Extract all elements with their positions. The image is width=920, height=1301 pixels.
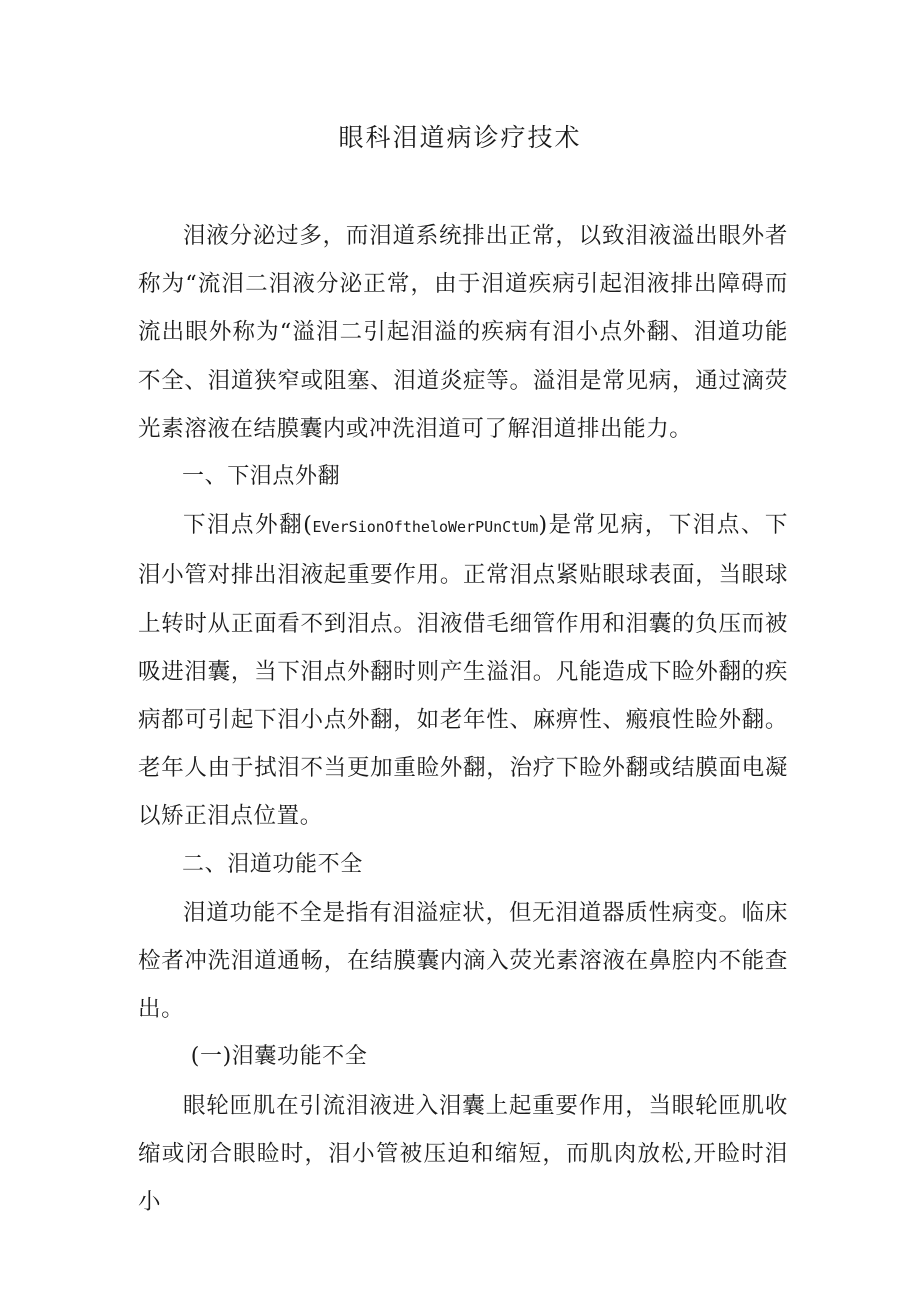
paragraph-intro: 泪液分泌过多，而泪道系统排出正常，以致泪液溢出眼外者称为“流泪二泪液分泌正常，由于泪道疾病引起泪液排出障碍而流出眼外称为“溢泪二引起泪溢的疾病有泪小点外翻、泪道功能不全、泪道狭窄或阻塞、泪道炎症等。溢泪是常见病，通过滴荧光素溶液在结膜囊内或冲洗泪道可了解泪道排出能力。 bbox=[138, 223, 788, 442]
section-heading-lacrimal-insufficiency: 二、泪道功能不全 bbox=[182, 851, 363, 877]
section-heading-lower-punctum-eversion: 一、下泪点外翻 bbox=[182, 464, 341, 490]
paragraph-prefix: 下泪点外翻( bbox=[183, 512, 313, 539]
page-title: 眼科泪道病诊疗技术 bbox=[338, 123, 582, 152]
paragraph-lower-punctum-eversion bbox=[138, 501, 788, 840]
subsection-heading-lacrimal-sac: (一)泪囊功能不全 bbox=[190, 1044, 368, 1070]
paragraph-orbicularis: 眼轮匝肌在引流泪液进入泪囊上起重要作用，当眼轮匝肌收缩或闭合眼睑时，泪小管被压迫和缩短，而肌肉放松,开睑时泪小 bbox=[138, 1092, 788, 1216]
latin-term: EVerSionOftheloWerPUnCtUm bbox=[312, 518, 539, 537]
paragraph-rest: )是常见病，下泪点、下泪小管对排出泪液起重要作用。正常泪点紧贴眼球表面，当眼球上转时从正面看不到泪点。泪液借毛细管作用和泪囊的负压而被吸进泪囊，当下泪点外翻时则产生溢泪。凡能造成下睑外翻的疾病都可引起下泪小点外翻，如老年性、麻痹性、瘢痕性睑外翻。老年人由于拭泪不当更加重睑外翻，治疗下睑外翻或结膜面电凝以矫正泪点位置。 bbox=[138, 512, 788, 830]
document-body bbox=[138, 212, 788, 1226]
paragraph-lacrimal-insufficiency: 泪道功能不全是指有泪溢症状，但无泪道器质性病变。临床检者冲洗泪道通畅，在结膜囊内滴入荧光素溶液在鼻腔内不能查出。 bbox=[138, 899, 788, 1023]
